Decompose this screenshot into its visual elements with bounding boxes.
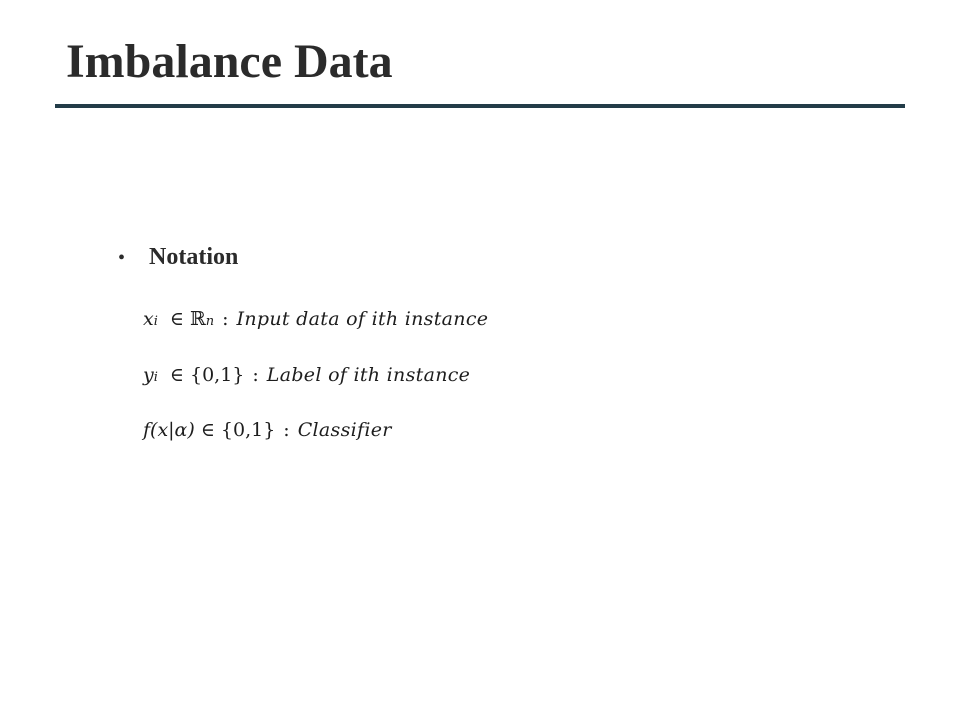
notation-symbol: x	[143, 308, 154, 330]
notation-description: Label of ith instance	[266, 364, 471, 386]
bullet-label: Notation	[149, 244, 239, 270]
slide-title: Imbalance Data	[66, 35, 393, 88]
bullet-item-notation	[118, 244, 238, 271]
notation-separator: :	[283, 419, 290, 441]
notation-separator: :	[252, 364, 259, 386]
notation-relation: ∈	[169, 364, 184, 386]
notation-classifier	[143, 419, 392, 441]
notation-separator: :	[222, 308, 229, 330]
notation-symbol: f(x|α)	[143, 419, 195, 441]
notation-description: Classifier	[297, 419, 392, 441]
bullet-marker: •	[118, 247, 126, 269]
notation-description: Input data of ith instance	[236, 308, 489, 330]
title-underline-divider	[55, 104, 905, 108]
notation-symbol: y	[143, 364, 154, 386]
notation-set: ℝ	[189, 308, 206, 330]
notation-label: y i ∈ {0,1} : Label of ith instance	[143, 364, 471, 386]
notation-set: {0,1}	[220, 419, 276, 441]
notation-relation: ∈	[200, 419, 215, 441]
notation-relation: ∈	[169, 308, 184, 330]
notation-set: {0,1}	[189, 364, 245, 386]
notation-input-data: x i ∈ ℝ n : Input data of ith instance	[143, 308, 489, 330]
